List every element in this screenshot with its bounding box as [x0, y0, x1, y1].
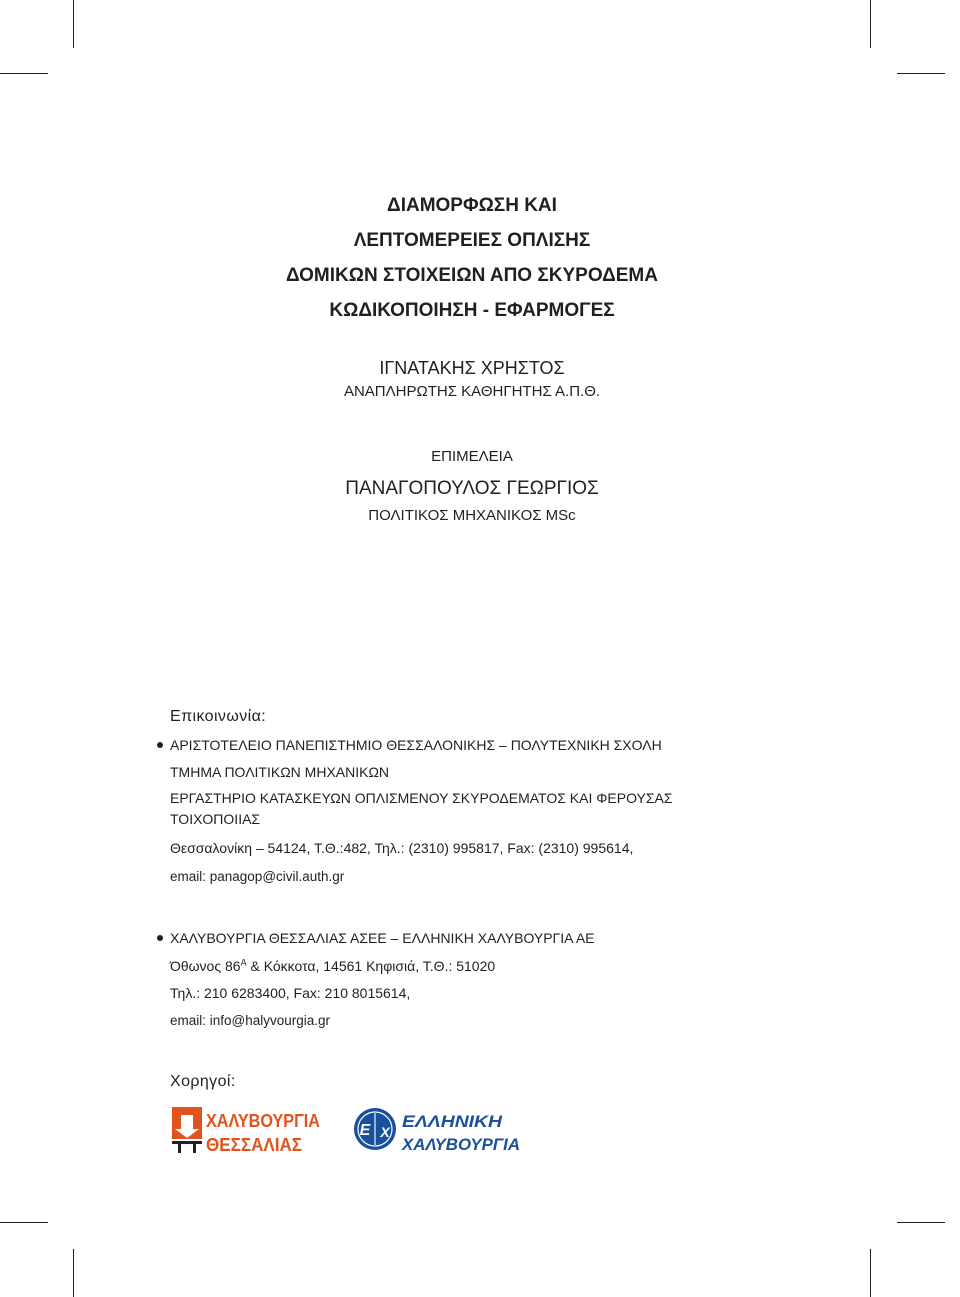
logo-text: ΘΕΣΣΑΛΙΑΣ [206, 1135, 303, 1153]
author-role: ΑΝΑΠΛΗΡΩΤΗΣ ΚΑΘΗΓΗΤΗΣ Α.Π.Θ. [343, 383, 601, 400]
contact-phone: Τηλ.: 210 6283400, Fax: 210 8015614, [170, 985, 411, 1001]
crop-mark [897, 73, 945, 74]
contact-email: email: panagop@civil.auth.gr [170, 868, 345, 884]
contact-company [170, 925, 595, 1034]
logo-badge-letter: Χ [380, 1124, 390, 1140]
title-line: ΔΙΑΜΟΡΦΩΣΗ ΚΑΙ [387, 195, 557, 216]
logo-badge-letter: Ε [359, 1122, 371, 1139]
sponsors-heading: Χορηγοί: [170, 1073, 236, 1090]
address-superscript: Α [240, 956, 247, 967]
contact-address: Θεσσαλονίκη – 54124, Τ.Θ.:482, Τηλ.: (2310) 995817, Fax: (2310) 995614, [170, 840, 634, 856]
contact-heading: Επικοινωνία: [170, 708, 267, 725]
contact-line: ΤΜΗΜΑ ΠΟΛΙΤΙΚΩΝ ΜΗΧΑΝΙΚΩΝ [170, 763, 390, 780]
contact-email: email: info@halyvourgia.gr [170, 1012, 331, 1028]
title-line: ΔΟΜΙΚΩΝ ΣΤΟΙΧΕΙΩΝ ΑΠΟ ΣΚΥΡΟΔΕΜΑ [286, 265, 658, 286]
contact-line: ΤΟΙΧΟΠΟΙΙΑΣ [170, 810, 261, 827]
crop-mark [73, 0, 74, 48]
editor-label: ΕΠΙΜΕΛΕΙΑ [431, 448, 513, 465]
contact-line: ΑΡΙΣΤΟΤΕΛΕΙΟ ΠΑΝΕΠΙΣΤΗΜΙΟ ΘΕΣΣΑΛΟΝΙΚΗΣ – ΠΟΛΥΤΕΧΝΙΚΗ ΣΧΟΛΗ [170, 737, 662, 753]
crop-mark [870, 1249, 871, 1297]
bullet-icon [157, 742, 163, 748]
hellenic-steel-logo-icon [354, 1107, 524, 1153]
editor-role: ΠΟΛΙΤΙΚΟΣ ΜΗΧΑΝΙΚΟΣ MSc [368, 507, 576, 524]
crop-mark [897, 1222, 945, 1223]
author-block [0, 356, 944, 527]
address-part: & Κόκκοτα, 14561 Κηφισιά, Τ.Θ.: 51020 [246, 957, 496, 974]
steel-factory-logo-icon [172, 1107, 322, 1153]
contact-address [170, 953, 595, 980]
crop-mark [0, 1222, 48, 1223]
contact-university [170, 732, 673, 890]
editor-name: ΠΑΝΑΓΟΠΟΥΛΟΣ ΓΕΩΡΓΙΟΣ [345, 478, 599, 499]
logo-text: ΧΑΛΥΒΟΥΡΓΙΑ [401, 1135, 520, 1153]
author-name: ΙΓΝΑΤΑΚΗΣ ΧΡΗΣΤΟΣ [379, 358, 565, 378]
address-part: Όθωνος 86 [170, 957, 241, 974]
logo-text: ΕΛΛΗΝΙΚΗ [402, 1112, 503, 1131]
crop-mark [870, 0, 871, 48]
logo-text: ΧΑΛΥΒΟΥΡΓΙΑ [206, 1111, 320, 1131]
title-line: ΛΕΠΤΟΜΕΡΕΙΕΣ ΟΠΛΙΣΗΣ [353, 230, 591, 251]
crop-mark [73, 1249, 74, 1297]
title-line: ΚΩΔΙΚΟΠΟΙΗΣΗ - ΕΦΑΡΜΟΓΕΣ [329, 300, 615, 321]
bullet-icon [157, 935, 163, 941]
contact-line: ΕΡΓΑΣΤΗΡΙΟ ΚΑΤΑΣΚΕΥΩΝ ΟΠΛΙΣΜΕΝΟΥ ΣΚΥΡΟΔΕΜΑΤΟΣ ΚΑΙ ΦΕΡΟΥΣΑΣ [170, 790, 673, 806]
crop-mark [0, 73, 48, 74]
book-title [0, 188, 944, 328]
contact-line: ΧΑΛΥΒΟΥΡΓΙΑ ΘΕΣΣΑΛΙΑΣ ΑΣΕΕ – ΕΛΛΗΝΙΚΗ ΧΑΛΥΒΟΥΡΓΙΑ ΑΕ [170, 930, 595, 946]
